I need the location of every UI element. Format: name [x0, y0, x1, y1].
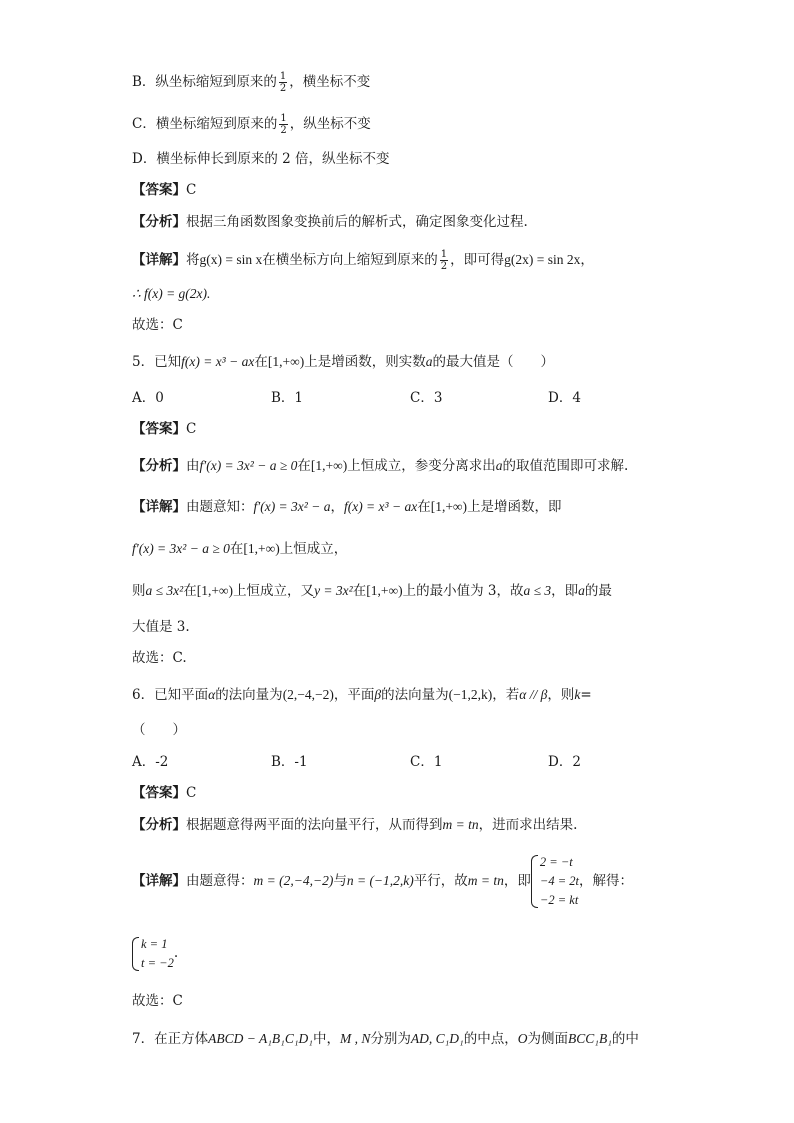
math-variable: α: [208, 687, 216, 702]
detail-tag: 【详解】: [132, 252, 186, 268]
math-variable: a: [425, 354, 433, 369]
detail-text: 上恒成立，又: [233, 583, 315, 599]
answer-tag: 【答案】: [132, 421, 186, 437]
stem-text: 在: [254, 354, 268, 370]
answer-value: C: [186, 785, 197, 801]
q6-solution: [132, 930, 178, 976]
q4-choose: 故选：C: [132, 317, 183, 333]
equation-system: [531, 853, 579, 910]
q4-detail: [132, 249, 594, 272]
detail-text: 在: [183, 583, 197, 599]
math-expression: M , N: [339, 1031, 371, 1046]
math-expression: m = tn: [442, 817, 479, 832]
math-expression: n = (−1,2,k): [346, 873, 414, 888]
math-expression: f′(x) = 3x² − a ≥ 0: [199, 458, 298, 473]
math-expression: f(x) = x³ − ax: [181, 354, 255, 369]
equation-row: k = 1: [141, 936, 168, 951]
stem-text: =: [580, 687, 592, 703]
math-variable: O: [517, 1031, 528, 1046]
q4-analysis: [132, 212, 528, 232]
q5-detail-line2: [132, 539, 347, 559]
math-expression: g(2x) = sin 2x: [504, 252, 581, 267]
option-b-tail: ，横坐标不变: [289, 74, 371, 90]
detail-text: 上的最小值为 3，故: [402, 583, 524, 599]
equation-row: t = −2: [141, 955, 174, 970]
math-expression: BCC₁B₁: [568, 1031, 612, 1046]
equation-row: −4 = 2t: [539, 874, 579, 888]
math-expression: m = tn: [467, 873, 504, 888]
math-variable: a: [495, 458, 503, 473]
analysis-text: ，进而求出结果.: [478, 817, 578, 833]
detail-text: ，即: [551, 583, 579, 599]
stem-text: 7．在正方体: [132, 1031, 209, 1047]
q7-stem: [132, 1029, 639, 1049]
fraction-numerator: 1: [279, 71, 287, 82]
analysis-text: 根据三角函数图象变换前后的解析式，确定图象变化过程.: [186, 214, 528, 230]
detail-text: ，即: [503, 873, 531, 889]
detail-text: 在横坐标方向上缩短到原来的: [262, 252, 438, 268]
detail-text: ，: [330, 499, 344, 515]
detail-text: 由题意得：: [186, 873, 254, 889]
q6-option-d: D．2: [548, 754, 581, 770]
math-expression: ∴ f(x) = g(2x).: [132, 286, 211, 301]
q5-detail: [132, 497, 562, 517]
option-b: [132, 71, 370, 94]
option-c-tail: ，纵坐标不变: [289, 116, 371, 132]
equation-row: −2 = kt: [539, 893, 579, 907]
fraction-numerator: 1: [440, 249, 448, 260]
fraction-numerator: 1: [280, 113, 287, 124]
analysis-text: 根据题意得两平面的法向量平行，从而得到: [186, 817, 443, 833]
math-vector: (−1,2,k): [448, 687, 493, 702]
detail-text: 平行，故: [413, 873, 468, 889]
q5-detail-line3: [132, 581, 612, 601]
option-d: D．横坐标伸长到原来的 2 倍，纵坐标不变: [132, 151, 390, 167]
q5-option-c: C．3: [410, 390, 443, 406]
detail-text: 则: [132, 583, 146, 599]
math-vector: (2,−4,−2): [282, 687, 334, 702]
math-interval: [1,+∞): [430, 499, 468, 514]
q6-stem: [132, 685, 592, 705]
math-variable: k: [574, 687, 581, 702]
detail-text: 在: [352, 583, 367, 599]
answer-value: C: [186, 182, 197, 198]
math-variable: a: [578, 583, 585, 598]
fraction-denominator: 2: [280, 125, 287, 136]
stem-text: 为侧面: [527, 1031, 568, 1047]
math-expression: y = 3x²: [314, 583, 353, 598]
math-expression: ABCD − A₁B₁C₁D₁: [208, 1031, 313, 1046]
stem-text: ，则: [547, 687, 575, 703]
q5-option-b: B．1: [271, 390, 304, 406]
q4-therefore: [132, 284, 210, 304]
option-c: [132, 113, 371, 136]
fraction-denominator: 2: [440, 261, 448, 272]
math-variable: β: [374, 687, 382, 702]
fraction-one-half: [279, 71, 287, 94]
analysis-text: 由: [186, 458, 200, 474]
detail-text: 在: [417, 499, 431, 515]
q5-analysis: [132, 456, 628, 476]
detail-tag: 【详解】: [132, 873, 186, 889]
math-interval: [1,+∞): [310, 458, 348, 473]
detail-text: ，即可得: [450, 252, 505, 268]
math-expression: α // β: [519, 687, 548, 702]
detail-text: 由题意知：: [186, 499, 254, 515]
q6-analysis: [132, 815, 577, 835]
math-expression: f(x) = x³ − ax: [343, 499, 418, 514]
stem-text: 的最大值是（ ）: [432, 354, 554, 370]
detail-tag: 【详解】: [132, 499, 186, 515]
math-expression: f′(x) = 3x² − a ≥ 0: [132, 541, 230, 556]
equation-row: 2 = −t: [539, 855, 573, 869]
q6-option-b: B．-1: [271, 754, 308, 770]
q5-option-a: A．0: [132, 390, 164, 406]
fraction-denominator: 2: [279, 83, 287, 94]
math-interval: [1,+∞): [366, 583, 403, 598]
math-expression: f′(x) = 3x² − a: [253, 499, 331, 514]
option-b-text: B．纵坐标缩短到原来的: [132, 74, 277, 90]
q5-detail-line4: 大值是 3.: [132, 619, 190, 635]
q5-stem: [132, 352, 554, 372]
stem-text: 的中点，: [463, 1031, 518, 1047]
stem-text: 上是增函数，则实数: [304, 354, 426, 370]
analysis-text: 上恒成立，参变分离求出: [347, 458, 496, 474]
q6-option-a: A．-2: [132, 754, 169, 770]
answer-tag: 【答案】: [132, 182, 186, 198]
analysis-text: 的取值范围即可求解.: [502, 458, 629, 474]
detail-text: 将: [186, 252, 200, 268]
analysis-tag: 【分析】: [132, 214, 186, 230]
stem-text: 分别为: [370, 1031, 411, 1047]
math-expression: a ≤ 3x²: [145, 583, 184, 598]
analysis-tag: 【分析】: [132, 458, 186, 474]
detail-text: 上是增函数，即: [467, 499, 562, 515]
math-expression: m = (2,−4,−2): [253, 873, 334, 888]
stem-text: 5．已知: [132, 354, 182, 370]
detail-text: 的最: [584, 583, 612, 599]
q6-detail: [132, 851, 633, 911]
q6-option-c: C．1: [410, 754, 443, 770]
stem-text: ，平面: [333, 687, 375, 703]
stem-text: 的中: [611, 1031, 639, 1047]
math-interval: [1,+∞): [267, 354, 305, 369]
fraction-one-half: [279, 113, 287, 136]
stem-text: 中，: [312, 1031, 340, 1047]
q5-answer: [132, 419, 196, 439]
detail-text: .: [173, 945, 179, 961]
solution-system: [132, 935, 174, 973]
q5-option-d: D．4: [548, 390, 581, 406]
math-expression: g(x) = sin x: [199, 252, 263, 267]
q4-answer: [132, 180, 196, 200]
detail-text: ，: [580, 252, 594, 268]
math-interval: [1,+∞): [196, 583, 234, 598]
detail-text: ，解得：: [579, 873, 633, 889]
q5-choose: 故选：C.: [132, 650, 187, 666]
detail-text: 与: [333, 873, 347, 889]
stem-text: 的法向量为: [215, 687, 283, 703]
analysis-tag: 【分析】: [132, 817, 186, 833]
detail-text: 上恒成立，: [279, 541, 348, 557]
answer-tag: 【答案】: [132, 785, 186, 801]
math-expression: a ≤ 3: [523, 583, 552, 598]
q6-paren: （ ）: [132, 722, 186, 738]
q6-choose: 故选：C: [132, 993, 183, 1009]
fraction-one-half: [440, 249, 448, 272]
stem-text: 的法向量为: [381, 687, 449, 703]
option-c-text: C．横坐标缩短到原来的: [132, 116, 278, 132]
stem-text: 6．已知平面: [132, 687, 209, 703]
analysis-text: 在: [297, 458, 311, 474]
answer-value: C: [186, 421, 197, 437]
detail-text: 在: [229, 541, 244, 557]
math-expression: AD, C₁D₁: [410, 1031, 464, 1046]
math-interval: [1,+∞): [243, 541, 280, 556]
stem-text: ，若: [492, 687, 520, 703]
q6-answer: [132, 783, 196, 803]
